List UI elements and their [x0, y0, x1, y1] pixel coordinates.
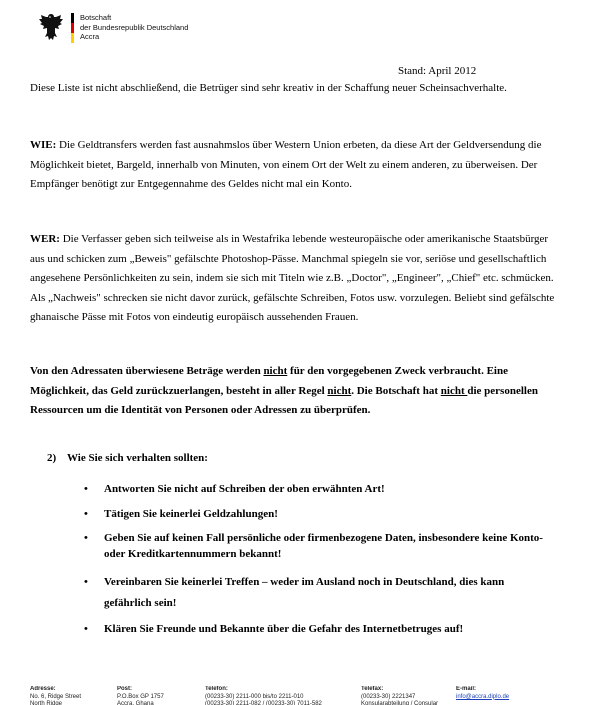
wie-text: Die Geldtransfers werden fast ausnahmslos über Western Union erbeten, da diese Art der Geldversendung die Möglichkeit bietet, Bargeld, innerhalb von Minuten, von einem Ort der Welt zu einem anderen, zu überweisen. Der Empfänger benötigt zur Entgegennahme des Geldes nicht mal ein Konto. — [30, 139, 542, 191]
footer-label: Post: — [117, 686, 132, 692]
advice-text: Tätigen Sie keinerlei Geldzahlungen! — [104, 507, 278, 520]
list-item — [84, 620, 554, 640]
advice-list — [84, 480, 554, 640]
advice-text: Geben Sie auf keinen Fall persönliche oder firmenbezogene Daten, insbesondere keine Konto- oder Kreditkartennummern bekannt! — [104, 532, 543, 560]
footer-label: Telefon: — [205, 686, 228, 692]
sender-line: Accra — [80, 32, 100, 41]
list-item — [84, 530, 554, 562]
bullet-icon: • — [84, 507, 88, 520]
footer-line: North Ridge — [30, 701, 63, 705]
date-line: Stand: April 2012 — [398, 65, 477, 77]
footer-phone — [205, 686, 322, 705]
advice-text: Vereinbaren Sie keinerlei Treffen – weder im Ausland noch in Deutschland, dies kann gefährlich sein! — [104, 576, 505, 609]
letter-footer — [30, 686, 570, 705]
footer-label: Adresse: — [30, 686, 56, 692]
warning-text: für den vorgegebenen Zweck verbraucht. Eine Möglichkeit, das Geld zurückzuerlangen, besteht in aller Regel — [30, 365, 508, 397]
wie-label: WIE: — [30, 139, 57, 151]
german-flag-stripe — [71, 13, 74, 43]
footer-line: (00233-30) 2221347 — [361, 693, 416, 700]
footer-line: Konsularabteilung / Consular — [361, 701, 439, 705]
footer-email — [456, 686, 509, 701]
federal-eagle-icon — [38, 12, 64, 42]
list-item — [84, 505, 554, 525]
sender-line: der Bundesrepublik Deutschland — [80, 22, 189, 32]
footer-line: No. 6, Ridge Street — [30, 693, 82, 700]
bullet-icon: • — [84, 483, 88, 495]
wie-paragraph — [30, 136, 560, 195]
sender-block — [80, 13, 188, 42]
section-number: 2) — [47, 452, 57, 464]
warning-text: die personellen Ressourcen um die Identität von Personen oder Adressen zu überprüfen. — [30, 384, 538, 417]
warning-paragraph — [30, 362, 560, 421]
section-heading — [47, 452, 208, 464]
list-item — [84, 480, 554, 500]
footer-line: (00233-30) 2211-082 / (00233-30) 7011-582 — [205, 701, 322, 705]
footer-label: E-mail: — [456, 686, 477, 692]
footer-label: Telefax: — [361, 686, 384, 692]
footer-line: Accra, Ghana — [117, 701, 154, 705]
intro-paragraph: Diese Liste ist nicht abschließend, die Betrüger sind sehr kreativ in der Schaffung neuer Scheinsachverhalte. — [30, 82, 507, 94]
footer-post — [117, 686, 164, 705]
warning-emphasis: nicht — [263, 365, 288, 377]
warning-text: . Die Botschaft hat — [351, 384, 441, 397]
warning-emphasis: nicht — [327, 384, 352, 397]
email-link[interactable]: info@accra.diplo.de — [456, 693, 510, 700]
footer-fax — [361, 686, 438, 705]
sender-line: Botschaft — [80, 13, 112, 22]
footer-address — [30, 686, 81, 705]
bullet-icon: • — [84, 576, 88, 588]
wer-label: WER: — [30, 233, 60, 245]
wer-text: Die Verfasser geben sich teilweise als in Westafrika lebende westeuropäische oder amerikanische Staatsbürger aus und schicken zum „Beweis" gefälschte Photoshop-Pässe. Manchmal spiegeln sie vor, seriöse und gesellschaftlich angesehene Persönlichkeiten zu sein, indem sie sich mit Titeln wie z.B. „Doctor", „Engineer", „Chief" etc. schmücken. Als „Nachweis" schrecken sie nicht davor zurück, gefälschte Schreiben, Fotos usw. vorzulegen. Beliebt sind gefälschte ghanaische Pässe mit Fotos von eindeutig europäisch aussehenden Frauen. — [30, 233, 555, 324]
warning-emphasis: nicht — [440, 384, 468, 397]
advice-text: Antworten Sie nicht auf Schreiben der oben erwähnten Art! — [104, 483, 385, 495]
footer-line: (00233-30) 2211-000 bis/to 2211-010 — [205, 693, 304, 700]
footer-line: P.O.Box GP 1757 — [117, 693, 164, 700]
warning-text: Von den Adressaten überwiesene Beträge werden — [30, 365, 264, 377]
bullet-icon: • — [84, 532, 88, 544]
advice-text: Klären Sie Freunde und Bekannte über die Gefahr des Internetbetruges auf! — [104, 623, 464, 635]
bullet-icon: • — [84, 623, 88, 635]
section-title: Wie Sie sich verhalten sollten: — [67, 452, 208, 464]
wer-paragraph — [30, 230, 560, 328]
list-item — [84, 572, 554, 614]
